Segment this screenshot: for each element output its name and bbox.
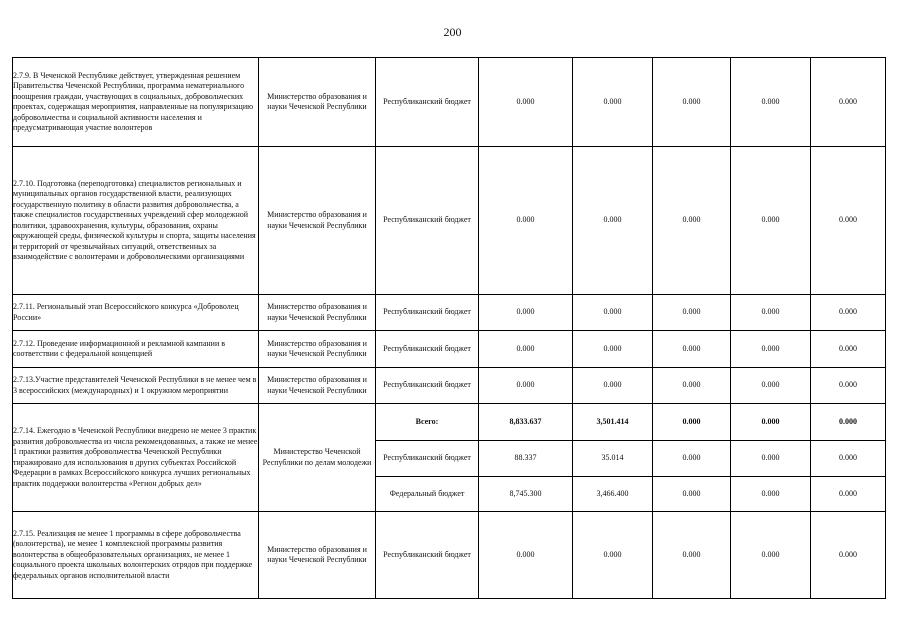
row-funding-source: Федеральный бюджет	[376, 477, 479, 512]
row-value: 0.000	[731, 441, 811, 477]
row-value: 8,745.300	[479, 477, 573, 512]
row-value: 0.000	[731, 147, 811, 295]
row-value: 0.000	[653, 477, 731, 512]
row-value: 0.000	[573, 331, 653, 368]
row-funding-source: Республиканский бюджет	[376, 58, 479, 147]
row-value: 0.000	[653, 368, 731, 404]
row-value: 0.000	[731, 58, 811, 147]
table-row	[13, 147, 886, 295]
row-value-total: 8,833.637	[479, 404, 573, 441]
row-value: 0.000	[573, 295, 653, 331]
row-value: 0.000	[811, 368, 886, 404]
row-value: 0.000	[811, 58, 886, 147]
row-value: 0.000	[479, 331, 573, 368]
row-responsible: Министерство образования и науки Чеченской Республики	[259, 368, 376, 404]
row-description: 2.7.11. Региональный этап Всероссийского конкурса «Доброволец России»	[13, 295, 259, 331]
row-value: 0.000	[573, 147, 653, 295]
row-value: 0.000	[653, 147, 731, 295]
row-value: 0.000	[811, 147, 886, 295]
row-value-total: 0.000	[731, 404, 811, 441]
row-responsible: Министерство образования и науки Чеченской Республики	[259, 58, 376, 147]
row-description: 2.7.13.Участие представителей Чеченской Республики в не менее чем в 3 всероссийских (международных) и 1 окружном мероприятии	[13, 368, 259, 404]
row-funding-source: Республиканский бюджет	[376, 147, 479, 295]
row-description: 2.7.15. Реализация не менее 1 программы в сфере добровольчества (волонтерства), не менее 1 комплексной программы развития волонтерства в общеобразовательных организациях, не менее 1 социального проекта школьных волонтерских отрядов при поддержке федеральных органов исполнительной власти	[13, 512, 259, 599]
row-value: 0.000	[811, 512, 886, 599]
row-responsible: Министерство Чеченской Республики по делам молодежи	[259, 404, 376, 512]
row-value-total: 0.000	[653, 404, 731, 441]
table-row	[13, 404, 886, 441]
table-row	[13, 295, 886, 331]
row-value: 0.000	[653, 58, 731, 147]
row-value: 0.000	[479, 58, 573, 147]
budget-table	[12, 57, 886, 599]
row-value: 35.014	[573, 441, 653, 477]
row-value: 0.000	[731, 295, 811, 331]
row-value-total: 0.000	[811, 404, 886, 441]
row-funding-source-total: Всего:	[376, 404, 479, 441]
row-value: 3,466.400	[573, 477, 653, 512]
table-row	[13, 512, 886, 599]
row-value: 0.000	[479, 147, 573, 295]
row-funding-source: Республиканский бюджет	[376, 441, 479, 477]
row-value: 0.000	[811, 477, 886, 512]
row-value: 0.000	[811, 295, 886, 331]
row-funding-source: Республиканский бюджет	[376, 295, 479, 331]
row-value: 0.000	[653, 331, 731, 368]
table-row	[13, 331, 886, 368]
row-value: 0.000	[731, 477, 811, 512]
row-value: 0.000	[573, 512, 653, 599]
table-row	[13, 368, 886, 404]
row-responsible: Министерство образования и науки Чеченской Республики	[259, 331, 376, 368]
row-funding-source: Республиканский бюджет	[376, 331, 479, 368]
row-value: 0.000	[479, 512, 573, 599]
row-value: 0.000	[811, 331, 886, 368]
row-value: 0.000	[573, 368, 653, 404]
row-description: 2.7.10. Подготовка (переподготовка) специалистов региональных и муниципальных органов государственной власти, реализующих государственную политику в области развития добровольчества, а также специалистов государственных учреждений сфер молодежной политики, здравоохранения, культуры, образования, охраны окружающей среды, физической культуры и спорта, защиты населения и территорий от чрезвычайных ситуаций, ответственных за взаимодействие с волонтерами и добровольческими организациями	[13, 147, 259, 295]
row-funding-source: Республиканский бюджет	[376, 512, 479, 599]
row-value: 0.000	[653, 295, 731, 331]
page-number: 200	[443, 25, 462, 39]
row-value: 0.000	[653, 512, 731, 599]
row-value: 0.000	[653, 441, 731, 477]
row-value: 0.000	[731, 512, 811, 599]
row-value: 88.337	[479, 441, 573, 477]
row-description: 2.7.12. Проведение информационной и рекламной кампании в соответствии с федеральной концепцией	[13, 331, 259, 368]
row-value-total: 3,501.414	[573, 404, 653, 441]
row-value: 0.000	[731, 368, 811, 404]
row-description: 2.7.9. В Чеченской Республике действует, утвержденная решением Правительства Чеченской Республики, программа нематериального поощрения граждан, участвующих в социальных, добровольческих проектах, содержащая мероприятия, направленные на популяризацию добровольчества и социальной активности населения и предусматривающая участие волонтеров	[13, 58, 259, 147]
row-value: 0.000	[811, 441, 886, 477]
row-value: 0.000	[479, 295, 573, 331]
row-value: 0.000	[573, 58, 653, 147]
row-responsible: Министерство образования и науки Чеченской Республики	[259, 147, 376, 295]
row-responsible: Министерство образования и науки Чеченской Республики	[259, 512, 376, 599]
row-responsible: Министерство образования и науки Чеченской Республики	[259, 295, 376, 331]
table-row	[13, 58, 886, 147]
row-value: 0.000	[731, 331, 811, 368]
row-description: 2.7.14. Ежегодно в Чеченской Республики внедрено не менее 3 практик развития добровольчества из числа рекомендованных, а также не менее 1 практики развития добровольчества Чеченской Республики тиражировано для использования в других субъектах Российской Федерации в рамках Всероссийского конкурса лучших региональных практик поддержки волонтерства «Регион добрых дел»	[13, 404, 259, 512]
row-funding-source: Республиканский бюджет	[376, 368, 479, 404]
row-value: 0.000	[479, 368, 573, 404]
